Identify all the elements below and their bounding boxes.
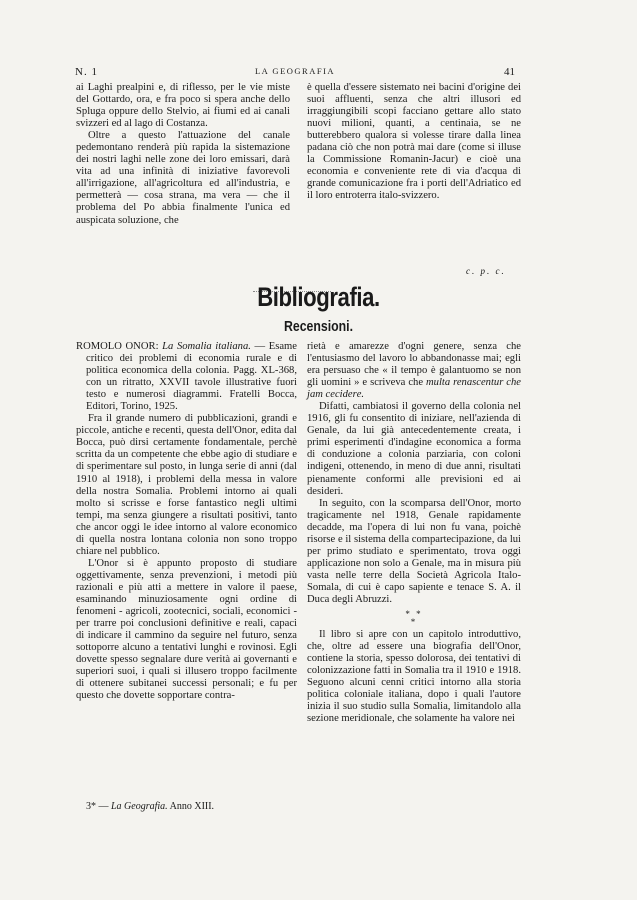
journal-volume: Anno XIII. [169, 801, 215, 812]
review-citation-details: — Esame critico dei problemi di economia rurale e di politica economica della colonia. Pagg. XL-368, con un ritratto, XXVII tavole illustrative fuori testo e numerosi diagrammi. Fratelli Bocca, Editori, Torino, 1925. [86, 341, 298, 413]
asterism: * * * [405, 609, 423, 628]
continued-paragraph: rietà e amarezze d'ogni genere, senza che l'entusiasmo del lavoro lo abbandonasse mai; egli era persuaso che « il tempo è galantuomo se non gli uomini » e scriveva che multa renascentur che jam ceciderе. [307, 341, 521, 401]
continued-paragraph: è quella d'essere sistemato nei bacini d'origine dei suoi affluenti, senza che altri illusori ed irraggiungibili scopi facciano gettare allo stato nuovi milioni, quanti, a centinaia, se ne butterebbero qualora si volesse tirare dalla linea padana ciò che non potrà mai dare (come si illuse la Commissione Romanin-Jacur) e cioè una economia e conveniente rete di via d'acqua di grande comunicazione fra i porti dell'Adriatico ed il loro entroterra italo-svizzero. [307, 82, 521, 202]
review-book-title: La Somalia italiana. [162, 341, 251, 352]
paragraph: Il libro si apre con un capitolo introduttivo, che, oltre ad essere una biografia dell'Onor, contiene la storia, spesso dolorosa, dei tentativi di colonizzazione fatti in Somalia tra il 1910 e 1918. Seguono alcuni cenni critici intorno alla storia politica coloniale italiana, dopo i quali l'autore inizia il suo studio sulla Somalia, limitandolo alla sezione meridionale, che solamente ha valore nei [307, 629, 521, 725]
page-number: 41 [504, 66, 515, 78]
paragraph: L'Onor si è appunto proposto di studiare oggettivamente, senza prevenzioni, i metodi più razionali e più atti a mettere in valore il paese, esaminando minuziosamente ogni ordine di fenomeni - agricoli, zootecnici, sociali, economici - per trarre poi conclusioni definitive e reali, capaci di indicare il cammino da seguire nel futuro, senza sottoporre alcuno a tentativi lunghi e rovinosi. Egli dovette spesso segnalare dure verità ai governanti e superiori suoi, i quali si illusero troppo facilmente di ottenere subitanei successi personali; e fu per questo che dovette sopportare contra- [76, 557, 297, 702]
review-citation: ROMOLO ONOR: La Somalia italiana. — Esame critico dei problemi di economia rurale e di politica economica della colonia. Pagg. XL-368, con un ritratto, XXVII tavole illustrative fuori testo e numerosi diagrammi. Fratelli Bocca, Editori, Torino, 1925. [76, 341, 298, 413]
review-left-column [76, 341, 297, 702]
review-right-column [307, 341, 521, 725]
paragraph: Difatti, cambiatosi il governo della colonia nel 1916, gli fu consentito di iniziare, nell'azienda di Genale, da lui già antecedentemente creata, i primi esperimenti d'indagine economica a forma di conduzione a colonia parziaria, con coloni indigeni, ottenendo, in meno di due anni, risultati pienamente conformi alle previsioni ed ai desideri. [307, 401, 521, 497]
top-left-column [76, 82, 290, 227]
continued-paragraph: ai Laghi prealpini e, di riflesso, per le vie miste del Gottardo, ora, e fra poco si spera anche dello Spluga oppure dello Stelvio, ai fiumi ed ai canali svizzeri ed al lago di Costanza. [76, 82, 290, 130]
review-author: ROMOLO ONOR [76, 341, 156, 352]
journal-name: La Geografia. [111, 801, 168, 812]
section-title: Bibliografia. [257, 282, 380, 312]
journal-running-title: LA GEOGRAFIA [254, 66, 336, 76]
running-header [75, 66, 515, 80]
latin-quote: multa renascentur che jam ceciderе. [307, 377, 521, 401]
top-right-column [307, 82, 521, 202]
section-subtitle: Recensioni. [283, 318, 354, 335]
issue-number: N. 1 [75, 66, 98, 78]
paragraph: Fra il grande numero di pubblicazioni, grandi e piccole, antiche e recenti, questa dell'Onor, edita dal Bocca, può dirsi certamente fondamentale, perchè scritta da un competente che ebbe agio di studiare e di sperimentare sul posto, in lunga serie di anni (dal 1910 al 1918), i problemi della messa in valore della nostra Somalia. Problemi intorno ai quali molto si scrisse e forse fantastico negli ultimi tempi, ma senza giungere a risultati positivi, tanto che ancor oggi le idee intorno al valore economico di quella nostra lontana colonia non sono troppo chiare nel pubblico. [76, 413, 297, 557]
page-footer [86, 801, 214, 812]
author-initials: c. p. c. [466, 266, 506, 276]
paragraph: Oltre a questo l'attuazione del canale pedemontano renderà più rapida la sistemazione dei nostri laghi nelle zone dei loro emissari, darà vita ad una infinità di iniziative favorevoli all'irrigazione, all'agricoltura ed all'industria, e permetterà — cosa strana, ma vera — che il problema del Po abbia finalmente l'unica ed auspicata soluzione, che [76, 130, 290, 226]
paragraph: In seguito, con la scomparsa dell'Onor, morto tragicamente nel 1918, Genale rapidamente decadde, ma l'opera di lui non fu vana, poichè risorse e il sistema della compartecipazione, da lui per primo studiato e sperimentato, trova oggi applicazione non solo a Genale, ma in misura più vasta nelle terre della Società Agricola Italo-Somala, di cui è capo sapiente e tenace S. A. il Duca degli Abruzzi. [307, 497, 521, 605]
signature-mark: 3* — [86, 801, 109, 812]
